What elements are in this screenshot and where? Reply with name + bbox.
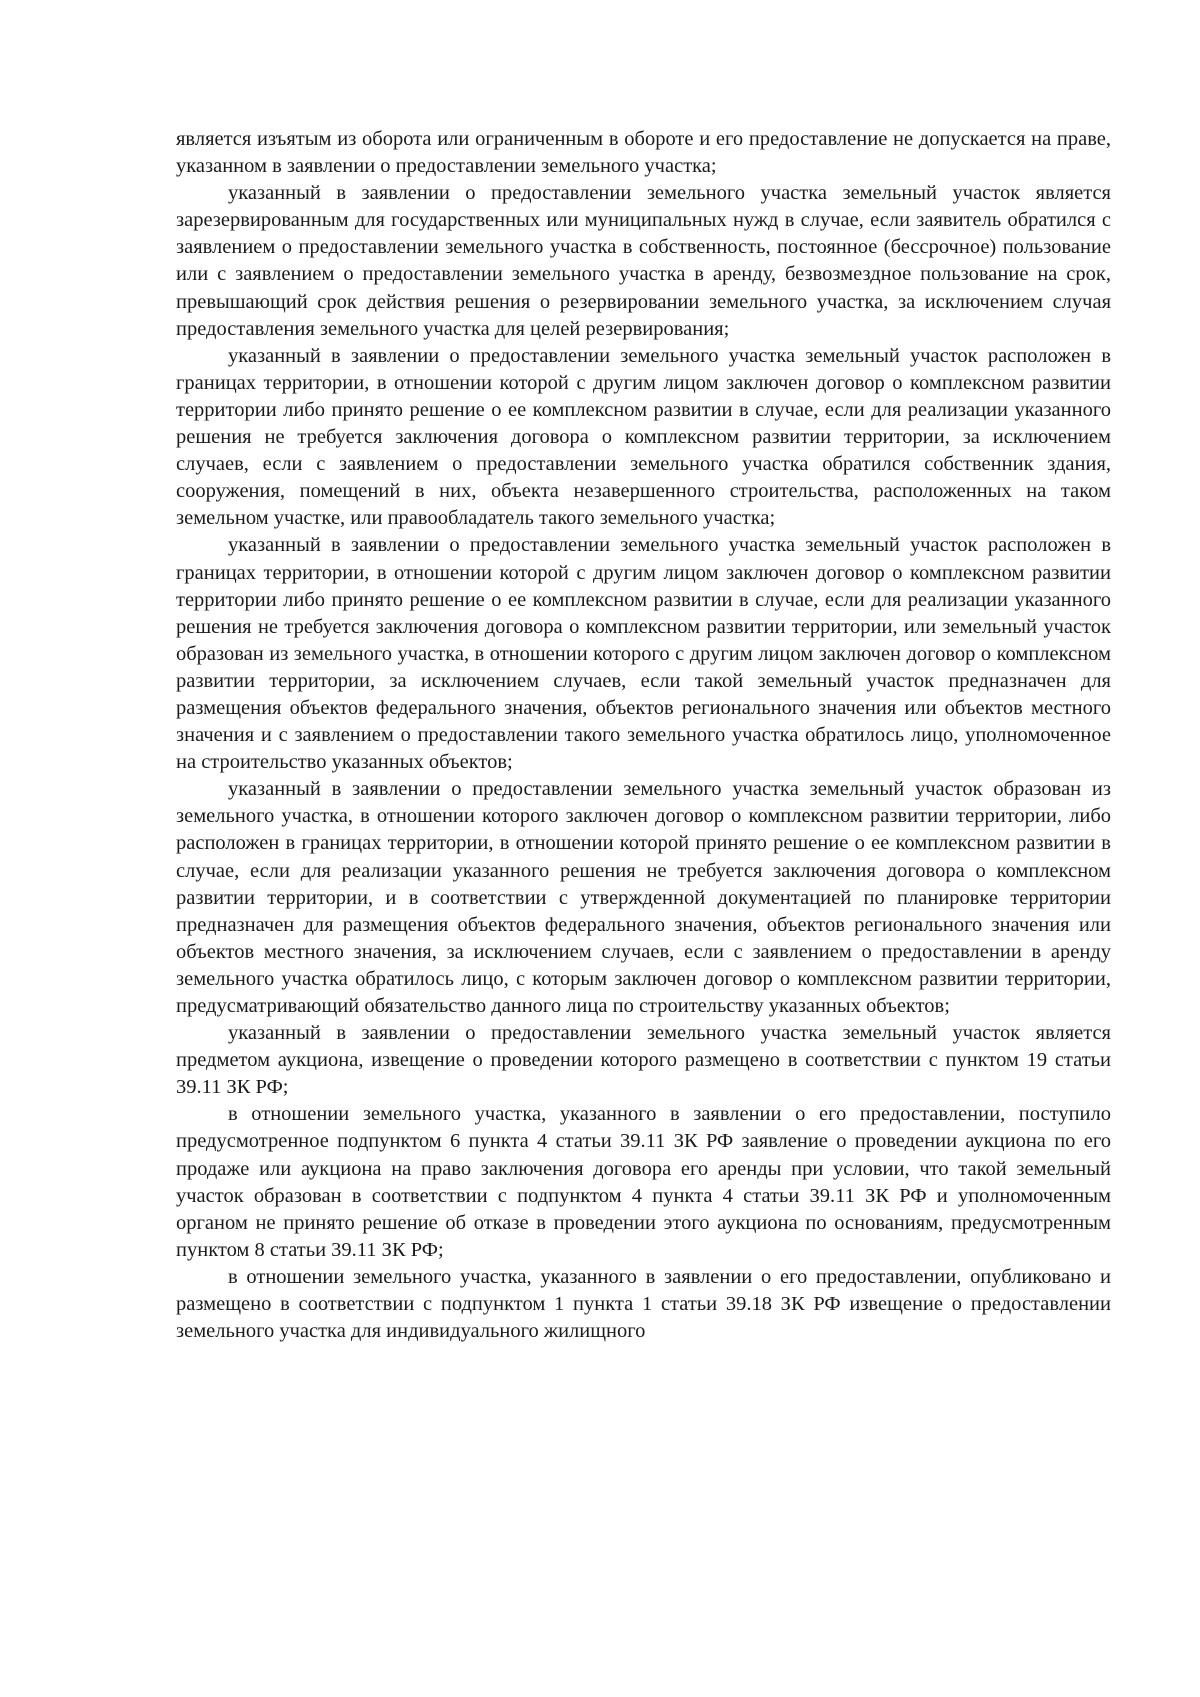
paragraph-notice-published: в отношении земельного участка, указанного в заявлении о его предоставлении, опубликовано и размещено в соответствии с подпунктом 1 пункта 1 статьи 39.18 ЗК РФ извещение о предоставлении земельного участка для индивидуального жилищного <box>176 1265 1111 1343</box>
document-body <box>176 126 1111 1345</box>
paragraph-complex-development-3: указанный в заявлении о предоставлении земельного участка земельный участок образован из земельного участка, в отношении которого заключен договор о комплексном развитии территории, либо расположен в границах территории, в отношении которой принято решение о ее комплексном развитии в случае, если для реализации указанного решения не требуется заключения договора о комплексном развитии территории, и в соответствии с утвержденной документацией по планировке территории предназначен для размещения объектов федерального значения, объектов регионального значения или объектов местного значения, за исключением случаев, если с заявлением о предоставлении в аренду земельного участка обратилось лицо, с которым заключен договор о комплексном развитии территории, предусматривающий обязательство данного лица по строительству указанных объектов; <box>176 778 1111 1017</box>
paragraph-auction-subject: указанный в заявлении о предоставлении земельного участка земельный участок является предметом аукциона, извещение о проведении которого размещено в соответствии с пунктом 19 статьи 39.11 ЗК РФ; <box>176 1022 1111 1099</box>
paragraph-complex-development-1: указанный в заявлении о предоставлении земельного участка земельный участок расположен в границах территории, в отношении которой с другим лицом заключен договор о комплексном развитии территории либо принято решение о ее комплексном развитии в случае, если для реализации указанного решения не требуется заключения договора о комплексном развитии территории, за исключением случаев, если с заявлением о предоставлении земельного участка обратился собственник здания, сооружения, помещений в них, объекта незавершенного строительства, расположенных на таком земельном участке, или правообладатель такого земельного участка; <box>176 344 1111 530</box>
paragraph-reserved-land: указанный в заявлении о предоставлении земельного участка земельный участок является зарезервированным для государственных или муниципальных нужд в случае, если заявитель обратился с заявлением о предоставлении земельного участка в собственность, постоянное (бессрочное) пользование или с заявлением о предоставлении земельного участка в аренду, безвозмездное пользование на срок, превышающий срок действия решения о резервировании земельного участка, за исключением случая предоставления земельного участка для целей резервирования; <box>176 182 1111 340</box>
paragraph-continuation: является изъятым из оборота или ограниченным в обороте и его предоставление не допускается на праве, указанном в заявлении о предоставлении земельного участка; <box>176 128 1111 178</box>
paragraph-complex-development-2: указанный в заявлении о предоставлении земельного участка земельный участок расположен в границах территории, в отношении которой с другим лицом заключен договор о комплексном развитии территории либо принято решение о ее комплексном развитии в случае, если для реализации указанного решения не требуется заключения договора о комплексном развитии территории, или земельный участок образован из земельного участка, в отношении которого с другим лицом заключен договор о комплексном развитии территории, за исключением случаев, если такой земельный участок предназначен для размещения объектов федерального значения, объектов регионального значения или объектов местного значения и с заявлением о предоставлении такого земельного участка обратилось лицо, уполномоченное на строительство указанных объектов; <box>176 534 1111 774</box>
paragraph-auction-application: в отношении земельного участка, указанного в заявлении о его предоставлении, поступило предусмотренное подпунктом 6 пункта 4 статьи 39.11 ЗК РФ заявление о проведении аукциона по его продаже или аукциона на право заключения договора его аренды при условии, что такой земельный участок образован в соответствии с подпунктом 4 пункта 4 статьи 39.11 ЗК РФ и уполномоченным органом не принято решение об отказе в проведении этого аукциона по основаниям, предусмотренным пунктом 8 статьи 39.11 ЗК РФ; <box>176 1103 1111 1261</box>
